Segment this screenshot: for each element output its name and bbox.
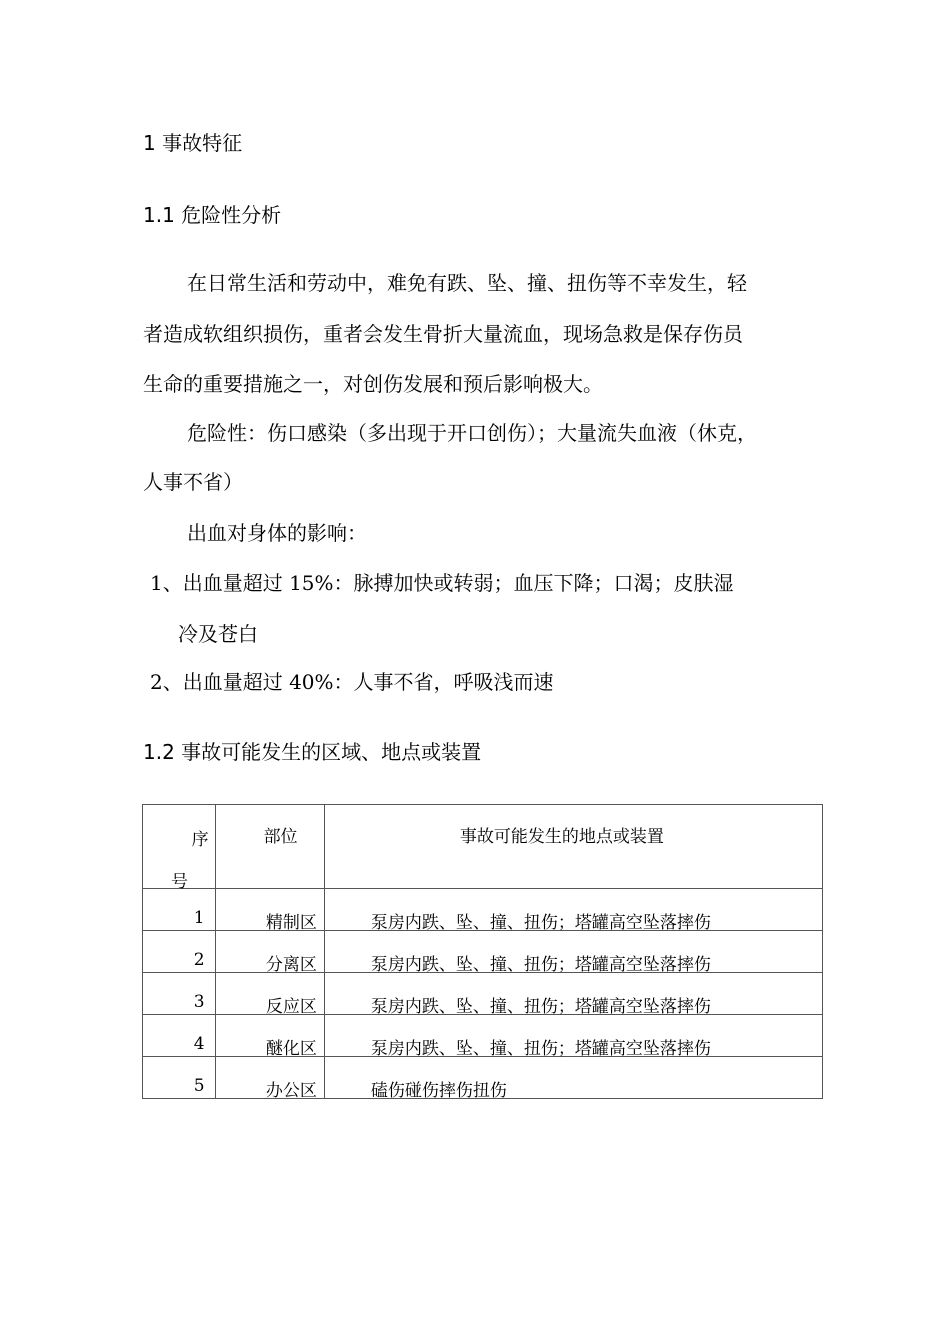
list-item: 2、出血量超过 40%：人事不省，呼吸浅而速: [150, 670, 554, 694]
cell-no: [143, 1057, 216, 1099]
table-row: [143, 1057, 823, 1099]
cell-no: [143, 931, 216, 973]
cell-location: [324, 889, 822, 931]
cell-location: [324, 931, 822, 973]
header-cell-no: [143, 805, 216, 892]
row-number: 4: [193, 1034, 205, 1054]
row-location: 泵房内跌、坠、撞、扭伤；塔罐高空坠落摔伤: [370, 913, 711, 933]
list-item: 1、出血量超过 15%：脉搏加快或转弱；血压下降；口渴；皮肤湿: [150, 571, 734, 595]
table-header-row: [143, 805, 823, 889]
cell-part: [215, 973, 324, 1015]
paragraph-line: 出血对身体的影响：: [187, 521, 367, 545]
section-heading-1: 1 事故特征: [143, 131, 243, 155]
list-item-continuation: 冷及苍白: [178, 622, 258, 646]
cell-part: [215, 1015, 324, 1057]
paragraph-line: 者造成软组织损伤，重者会发生骨折大量流血，现场急救是保存伤员: [143, 322, 743, 346]
row-location: 泵房内跌、坠、撞、扭伤；塔罐高空坠落摔伤: [370, 1039, 711, 1059]
table-row: [143, 931, 823, 973]
row-number: 2: [193, 950, 205, 970]
header-cell-part: [215, 805, 324, 889]
section-heading-1-1: 1.1 危险性分析: [143, 203, 282, 227]
row-number: 1: [193, 908, 205, 928]
header-no-label-part2: 号: [171, 872, 188, 892]
cell-no: [143, 889, 216, 931]
paragraph-line: 在日常生活和劳动中，难免有跌、坠、撞、扭伤等不幸发生，轻: [187, 271, 747, 295]
cell-part: [215, 931, 324, 973]
header-part-label: 部位: [263, 827, 298, 847]
cell-part: [215, 889, 324, 931]
cell-location: [324, 1015, 822, 1057]
cell-location: [324, 1057, 822, 1099]
row-part: 精制区: [265, 913, 317, 933]
row-part: 反应区: [265, 997, 317, 1017]
row-part: 办公区: [265, 1081, 317, 1101]
cell-no: [143, 973, 216, 1015]
location-table: [142, 804, 823, 1099]
row-number: 5: [193, 1076, 205, 1096]
row-location: 泵房内跌、坠、撞、扭伤；塔罐高空坠落摔伤: [370, 997, 711, 1017]
cell-part: [215, 1057, 324, 1099]
cell-location: [324, 973, 822, 1015]
cell-no: [143, 1015, 216, 1057]
header-no-label-part1: 序: [191, 830, 209, 850]
row-part: 醚化区: [265, 1039, 317, 1059]
table-row: [143, 1015, 823, 1057]
row-number: 3: [193, 992, 205, 1012]
paragraph-line: 危险性：伤口感染（多出现于开口创伤）；大量流失血液（休克，: [187, 421, 757, 445]
row-location: 泵房内跌、坠、撞、扭伤；塔罐高空坠落摔伤: [370, 955, 711, 975]
table-row: [143, 889, 823, 931]
section-heading-1-2: 1.2 事故可能发生的区域、地点或装置: [143, 740, 482, 764]
row-location: 磕伤碰伤摔伤扭伤: [370, 1081, 507, 1101]
header-location-label: 事故可能发生的地点或装置: [459, 827, 664, 847]
paragraph-line: 生命的重要措施之一，对创伤发展和预后影响极大。: [143, 372, 603, 396]
row-part: 分离区: [265, 955, 317, 975]
header-cell-location: [324, 805, 822, 889]
table-row: [143, 973, 823, 1015]
paragraph-line: 人事不省）: [143, 470, 243, 494]
